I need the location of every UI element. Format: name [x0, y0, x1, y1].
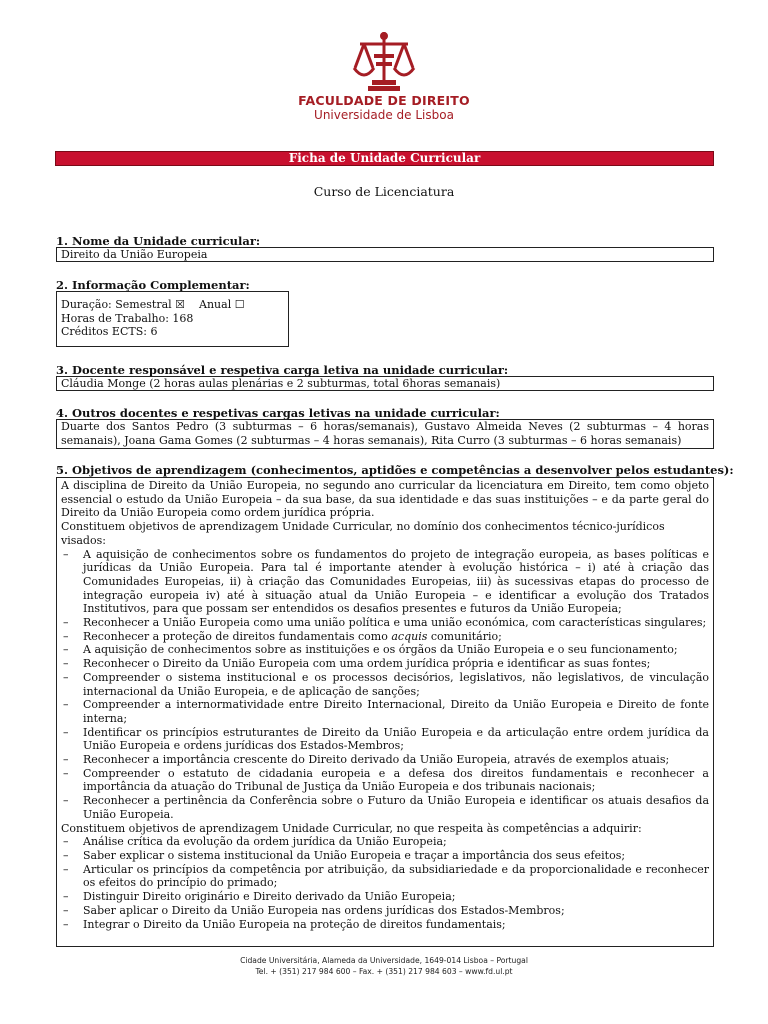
- annual-label: Anual: [199, 298, 232, 311]
- acquis-term: acquis: [391, 629, 428, 643]
- skills-heading: Constituem objetivos de aprendizagem Unidade Curricular, no que respeita às competências a adquirir:: [61, 821, 642, 835]
- list-item: – Saber explicar o sistema institucional da União Europeia e traçar a importância dos seus efeitos;: [61, 849, 709, 863]
- scales-of-justice-emblem: [352, 30, 416, 92]
- form-title-bar: Ficha de Unidade Curricular: [55, 151, 714, 166]
- list-item: – Distinguir Direito originário e Direito derivado da União Europeia;: [61, 890, 709, 904]
- university-name: Universidade de Lisboa: [314, 108, 454, 122]
- annual-checkbox: ☐: [234, 298, 245, 311]
- list-item: – Articular os princípios da competência por atribuição, da subsidiariedade e da proporcionalidade e reconhecer os efeitos do princípio do primado;: [61, 863, 709, 890]
- responsible-teacher-field: [56, 376, 714, 391]
- knowledge-list: [61, 548, 709, 822]
- list-item: – Identificar os princípios estruturantes de Direito da União Europeia e da articulação entre ordem jurídica da União Europeia e ordens jurídicas dos Estados-Membros;: [61, 726, 709, 753]
- section-3-title: 3. Docente responsável e respetiva carga letiva na unidade curricular:: [56, 363, 509, 377]
- duration-row: [61, 298, 284, 312]
- faculty-name: FACULDADE DE DIREITO: [298, 93, 470, 108]
- other-teachers-value: Duarte dos Santos Pedro (3 subturmas – 6 horas/semanais), Gustavo Almeida Neves (2 subturmas – 4 horas semanais), Joana Gama Gomes (2 subturmas – 4 horas semanais), Rita Curro (3 subturmas – 6 horas semanais): [61, 420, 709, 447]
- knowledge-heading: Constituem objetivos de aprendizagem Unidade Curricular, no domínio dos conhecimentos técnico-jurídicos visados:: [61, 520, 665, 547]
- list-item: – A aquisição de conhecimentos sobre os fundamentos do projeto de integração europeia, as bases políticas e jurídicas da União Europeia. Para tal é importante atender à evolução histórica – i) até à criação das Comunidades Europeias, ii) à criação das Comunidades Europeias, iii) às sucessivas etapas do processo de integração europeia iv) até à situação atual da União Europeia – e identificar a evolução dos Tratados Institutivos, para que possam ser entendidos os desafios presentes e futuros da União Europeia;: [61, 548, 709, 617]
- list-item: – Análise crítica da evolução da ordem jurídica da União Europeia;: [61, 835, 709, 849]
- skills-list: [61, 835, 709, 931]
- course-title: Curso de Licenciatura: [313, 184, 455, 199]
- course-unit-name-field: [56, 247, 714, 262]
- page-footer: [0, 955, 768, 977]
- footer-address: Cidade Universitária, Alameda da Universidade, 1649-014 Lisboa – Portugal: [240, 956, 528, 965]
- faculty-logo: [0, 30, 768, 122]
- section-2-title: 2. Informação Complementar:: [56, 278, 250, 292]
- list-item: – Reconhecer o Direito da União Europeia com uma ordem jurídica própria e identificar as suas fontes;: [61, 657, 709, 671]
- section-4-title: 4. Outros docentes e respetivas cargas letivas na unidade curricular:: [56, 406, 500, 420]
- work-hours: Horas de Trabalho: 168: [61, 311, 194, 325]
- list-item: – Compreender a internormatividade entre Direito Internacional, Direito da União Europeia e Direito de fonte interna;: [61, 698, 709, 725]
- footer-contacts: Tel. + (351) 217 984 600 – Fax. + (351) 217 984 603 – www.fd.ul.pt: [255, 967, 513, 976]
- complementary-info-box: [56, 291, 289, 347]
- list-item: – Integrar o Direito da União Europeia na proteção de direitos fundamentais;: [61, 918, 709, 932]
- acquis-prefix: Reconhecer a proteção de direitos fundamentais como: [83, 629, 392, 643]
- list-item: – A aquisição de conhecimentos sobre as instituições e os órgãos da União Europeia e o seu funcionamento;: [61, 643, 709, 657]
- learning-objectives-box: [56, 477, 714, 947]
- other-teachers-field: [56, 419, 714, 449]
- list-item: – Compreender o estatuto de cidadania europeia e a defesa dos direitos fundamentais e reconhecer a importância da atuação do Tribunal de Justiça da União Europeia e dos tribunais nacionais;: [61, 767, 709, 794]
- list-item: – Reconhecer a pertinência da Conferência sobre o Futuro da União Europeia e identificar os atuais desafios da União Europeia.: [61, 794, 709, 821]
- list-item: – Saber aplicar o Direito da União Europeia nas ordens jurídicas dos Estados-Membros;: [61, 904, 709, 918]
- semestral-checkbox: ☒: [175, 298, 186, 311]
- list-item: – Reconhecer a União Europeia como uma união política e uma união económica, com características singulares;: [61, 616, 709, 630]
- list-item: – Compreender o sistema institucional e os processos decisórios, legislativos, não legislativos, de vinculação internacional da União Europeia, e de aplicação de sanções;: [61, 671, 709, 698]
- section-1-title: 1. Nome da Unidade curricular:: [56, 234, 261, 248]
- responsible-teacher-value: Cláudia Monge (2 horas aulas plenárias e 2 subturmas, total 6horas semanais): [61, 377, 501, 390]
- list-item: – Reconhecer a importância crescente do Direito derivado da União Europeia, através de exemplos atuais;: [61, 753, 709, 767]
- ects-credits: Créditos ECTS: 6: [61, 325, 158, 339]
- duration-label: Duração: Semestral: [61, 298, 172, 311]
- objectives-intro: A disciplina de Direito da União Europeia, no segundo ano curricular da licenciatura em Direito, tem como objeto essencial o estudo da União Europeia – da sua base, da sua identidade e das suas instituições – e da parte geral do Direito da União Europeia como ordem jurídica própria.: [61, 479, 709, 520]
- acquis-suffix: comunitário;: [427, 629, 502, 643]
- section-5-title: 5. Objetivos de aprendizagem (conhecimentos, aptidões e competências a desenvolver pelos estudantes):: [56, 463, 734, 477]
- course-unit-name-value: Direito da União Europeia: [61, 248, 208, 261]
- list-item-acquis: [61, 630, 709, 644]
